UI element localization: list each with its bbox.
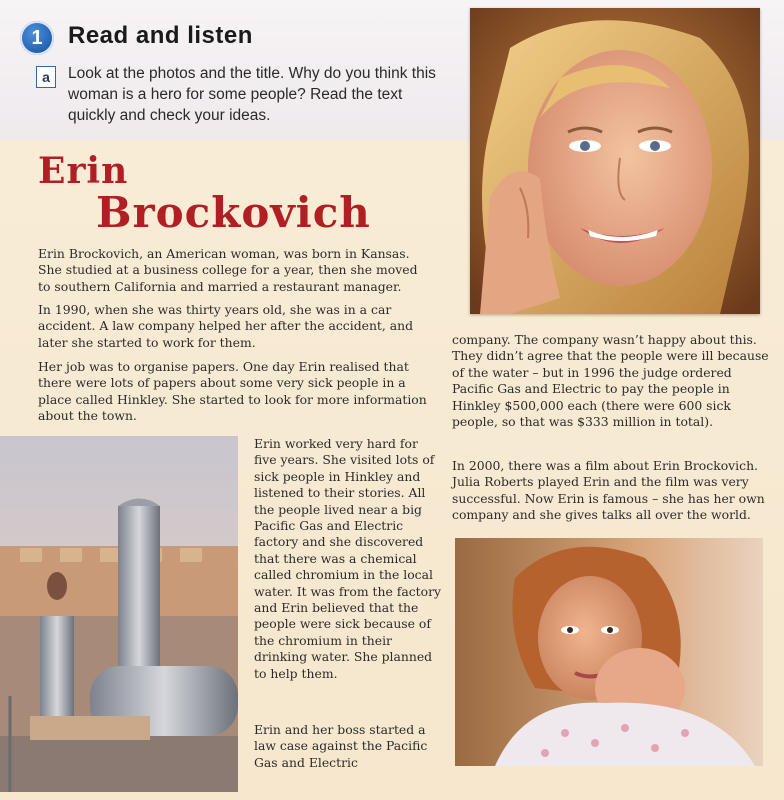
section-title: Read and listen [68, 22, 253, 49]
article-title-last-name: Brockovich [96, 188, 371, 237]
paragraph-3: Her job was to organise papers. One day Erin realised that there were lots of papers about some very sick people in a place called Hinkley. She started to look for more information about the town. [38, 359, 427, 424]
paragraph-1: Erin Brockovich, an American woman, was born in Kansas. She studied at a business college for a year, then she moved to southern California and married a restaurant manager. [38, 246, 418, 294]
task-instruction: Look at the photos and the title. Why do you think this woman is a hero for some people? Read the text quickly and check your ideas. [68, 65, 436, 124]
paragraph-2: In 1990, when she was thirty years old, she was in a car accident. A law company helped her after the accident, and later she started to work for them. [38, 302, 414, 350]
section-number-badge: 1 [20, 21, 54, 55]
factory-image [0, 436, 238, 792]
film-still-photo [455, 538, 763, 766]
factory-photo [0, 436, 238, 792]
paragraph-4: Erin worked very hard for five years. She visited lots of sick people in Hinkley and listened to their stories. All the people lived near a big Pacific Gas and Electric factory and she discovered that there was a chemical called chromium in the local water. It was from the factory and Erin believed that the people were sick because of the chromium in their drinking water. She planned to help them. [254, 436, 442, 681]
paragraph-6: company. The company wasn’t happy about this. They didn’t agree that the people were ill because of the water – but in 1996 the judge ordered Pacific Gas and Electric to pay the people in Hinkley $500,000 each (there were 600 sick people, so that was $333 million in total). [452, 332, 769, 430]
paragraph-7: In 2000, there was a film about Erin Brockovich. Julia Roberts played Erin and the film was very successful. Now Erin is famous – she has her own company and she gives talks all over the world. [452, 458, 765, 523]
portrait-image [470, 8, 760, 314]
film-still-image [455, 538, 763, 766]
article-title-first-name: Erin [38, 150, 129, 192]
erin-portrait-photo [470, 8, 760, 314]
task-letter-box: a [36, 66, 56, 88]
paragraph-5: Erin and her boss started a law case against the Pacific Gas and Electric [254, 722, 428, 770]
